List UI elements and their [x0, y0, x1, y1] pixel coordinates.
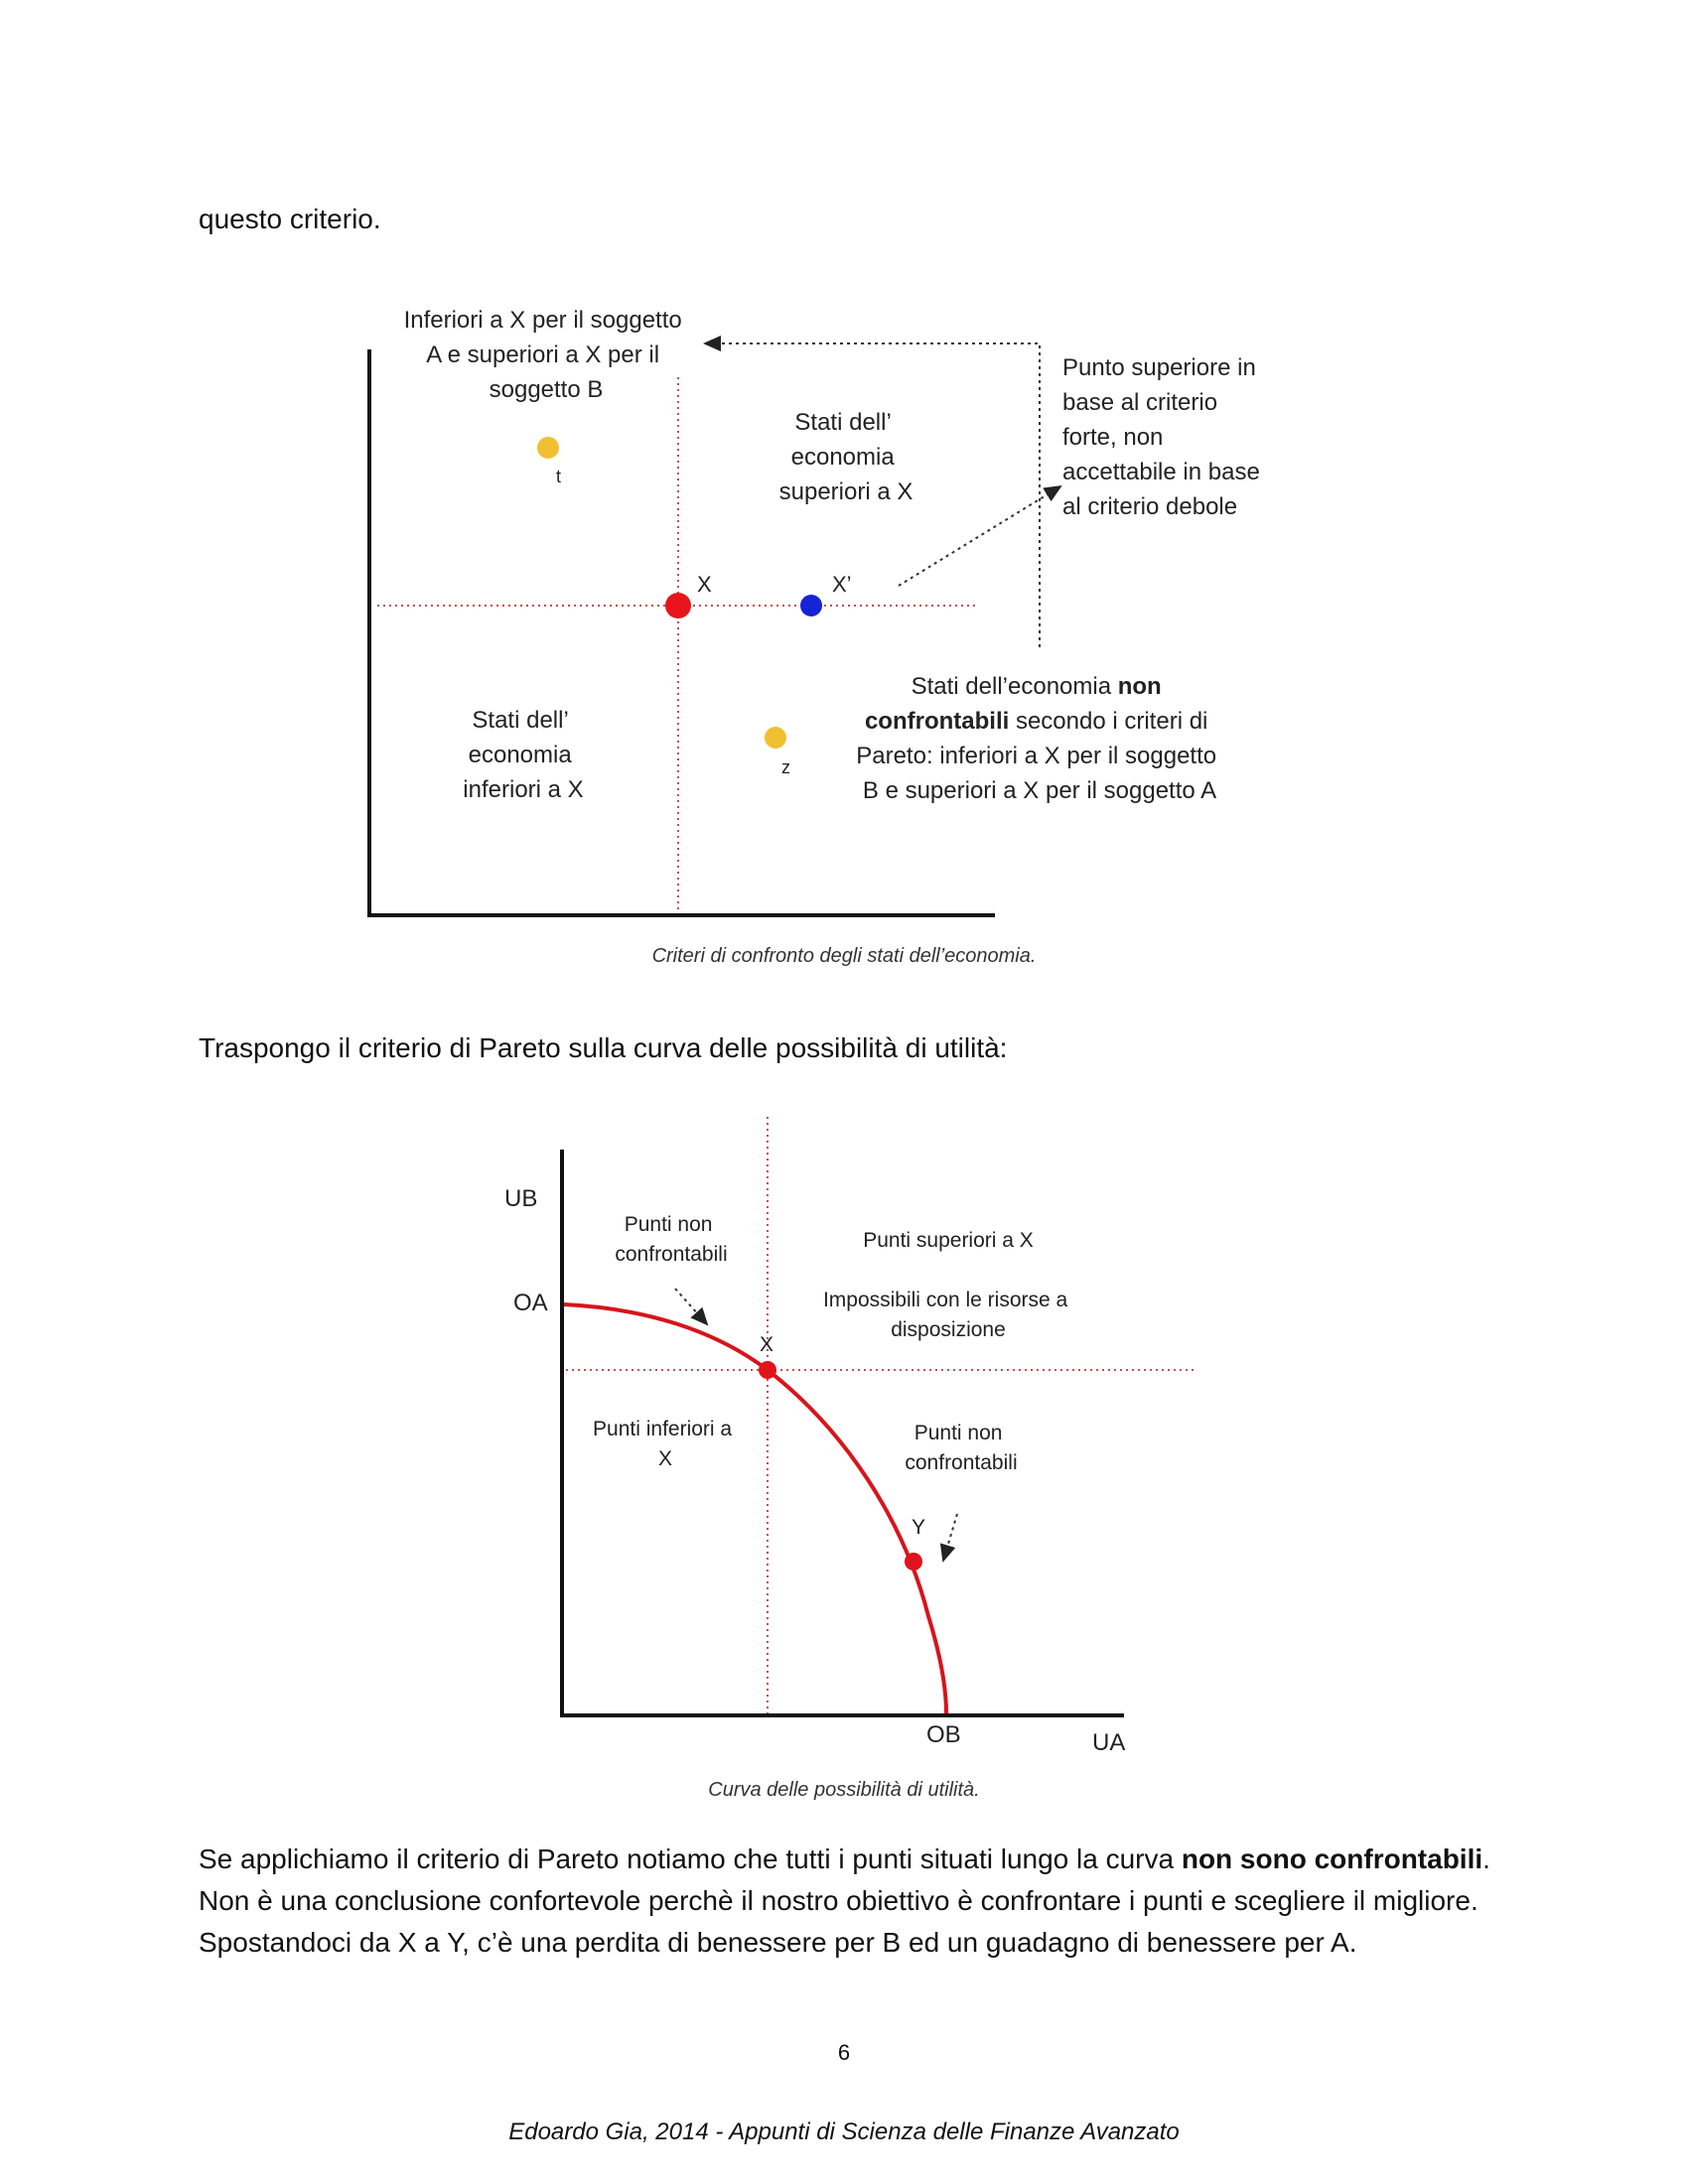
annotation-line: forte, non	[1062, 424, 1164, 451]
point-x-label: X	[760, 1333, 774, 1356]
page-footer: Edoardo Gia, 2014 - Appunti di Scienza delle Finanze Avanzato	[508, 2118, 1180, 2145]
oa-label: OA	[513, 1290, 548, 1316]
x-axis-label: UA	[1092, 1729, 1126, 1756]
page-number: 6	[837, 2040, 851, 2065]
region-bottom-right-text: B e superiori a X per il soggetto A	[862, 777, 1217, 804]
point-y-label: Y	[912, 1516, 926, 1539]
region-top-left	[615, 1213, 727, 1266]
arrow-to-curve	[943, 1514, 957, 1561]
region-top-right-line: economia	[790, 444, 895, 471]
arrow-to-curve	[675, 1289, 707, 1324]
region-impossible-line: Impossibili con le risorse a	[822, 1289, 1068, 1311]
annotation-line: accettabile in base	[1062, 459, 1260, 485]
figure2-caption: Curva delle possibilità di utilità.	[708, 1779, 980, 1801]
region-bottom-left-line: Punti inferiori a	[593, 1418, 733, 1440]
closing-paragraph	[199, 1839, 1529, 1964]
annotation-line: base al criterio	[1062, 389, 1218, 416]
region-bottom-left-line: economia	[468, 742, 572, 768]
region-top-right	[779, 409, 914, 505]
figure-criteria-comparison	[348, 288, 1340, 973]
region-bottom-right	[905, 1422, 1017, 1474]
point-x-label: X	[697, 572, 712, 597]
region-top-left-line: Inferiori a X per il soggetto	[403, 307, 682, 334]
closing-line-2: Non è una conclusione confortevole perchè il nostro obiettivo è confrontare i punti e scegliere il migliore.	[199, 1885, 1478, 1916]
annotation-arrow	[899, 486, 1060, 586]
annotation-text	[1062, 354, 1266, 520]
region-bottom-right-line: Punti non	[914, 1422, 1003, 1444]
ob-label: OB	[926, 1721, 961, 1748]
annotation-line: al criterio debole	[1062, 493, 1238, 520]
region-top-left	[404, 307, 689, 403]
section-text: Traspongo il criterio di Pareto sulla curva delle possibilità di utilità:	[199, 1032, 1008, 1063]
region-bottom-left-line: inferiori a X	[463, 776, 584, 803]
annotation-line: Punto superiore in	[1062, 354, 1256, 381]
region-bottom-right-line: confrontabili	[905, 1451, 1018, 1474]
figure1-caption: Criteri di confronto degli stati dell’economia.	[651, 945, 1037, 967]
point-t	[537, 437, 559, 459]
point-x-prime-label: X’	[832, 572, 852, 597]
point-x	[665, 593, 691, 618]
point-x	[759, 1361, 776, 1379]
figure-utility-possibility-curve	[487, 1102, 1221, 1797]
point-t-label: t	[556, 467, 562, 486]
point-y	[905, 1553, 922, 1570]
closing-line-3: Spostandoci da X a Y, c’è una perdita di benessere per B ed un guadagno di benessere per A.	[199, 1927, 1357, 1958]
intro-text: questo criterio.	[199, 204, 381, 234]
closing-line-1-end: .	[1482, 1843, 1490, 1874]
region-bottom-right-text: Stati dell’economia	[911, 673, 1118, 700]
region-top-right: Punti superiori a X	[863, 1229, 1034, 1252]
region-impossible	[823, 1289, 1073, 1341]
region-top-left-line: A e superiori a X per il	[426, 341, 660, 368]
closing-line-1-text: Se applichiamo il criterio di Pareto notiamo che tutti i punti situati lungo la curva	[199, 1843, 1182, 1874]
region-bottom-right-text: secondo i criteri di	[1009, 708, 1208, 735]
utility-possibility-curve	[564, 1304, 946, 1713]
region-bottom-right	[856, 673, 1223, 804]
region-bottom-left	[463, 707, 583, 803]
region-bottom-right-text: Pareto: inferiori a X per il soggetto	[856, 743, 1217, 769]
region-top-left-line: soggetto B	[489, 376, 604, 403]
region-bottom-left	[593, 1418, 738, 1470]
region-bottom-left-line: X	[657, 1447, 673, 1470]
point-z	[765, 727, 786, 749]
point-x-prime	[800, 595, 822, 616]
region-top-right-line: Stati dell’	[794, 409, 891, 436]
region-top-left-line: confrontabili	[615, 1243, 728, 1266]
region-top-left-line: Punti non	[624, 1213, 713, 1236]
region-impossible-line: disposizione	[891, 1318, 1006, 1341]
point-z-label: z	[781, 757, 790, 777]
y-axis-label: UB	[504, 1185, 538, 1212]
region-bottom-left-line: Stati dell’	[472, 707, 568, 734]
closing-line-1	[199, 1839, 1529, 1880]
closing-line-1-bold: non sono confrontabili	[1181, 1843, 1483, 1874]
region-top-right-line: superiori a X	[778, 478, 914, 505]
region-bottom-right-bold: non	[1117, 673, 1162, 700]
region-bottom-right-bold: confrontabili	[864, 708, 1010, 735]
